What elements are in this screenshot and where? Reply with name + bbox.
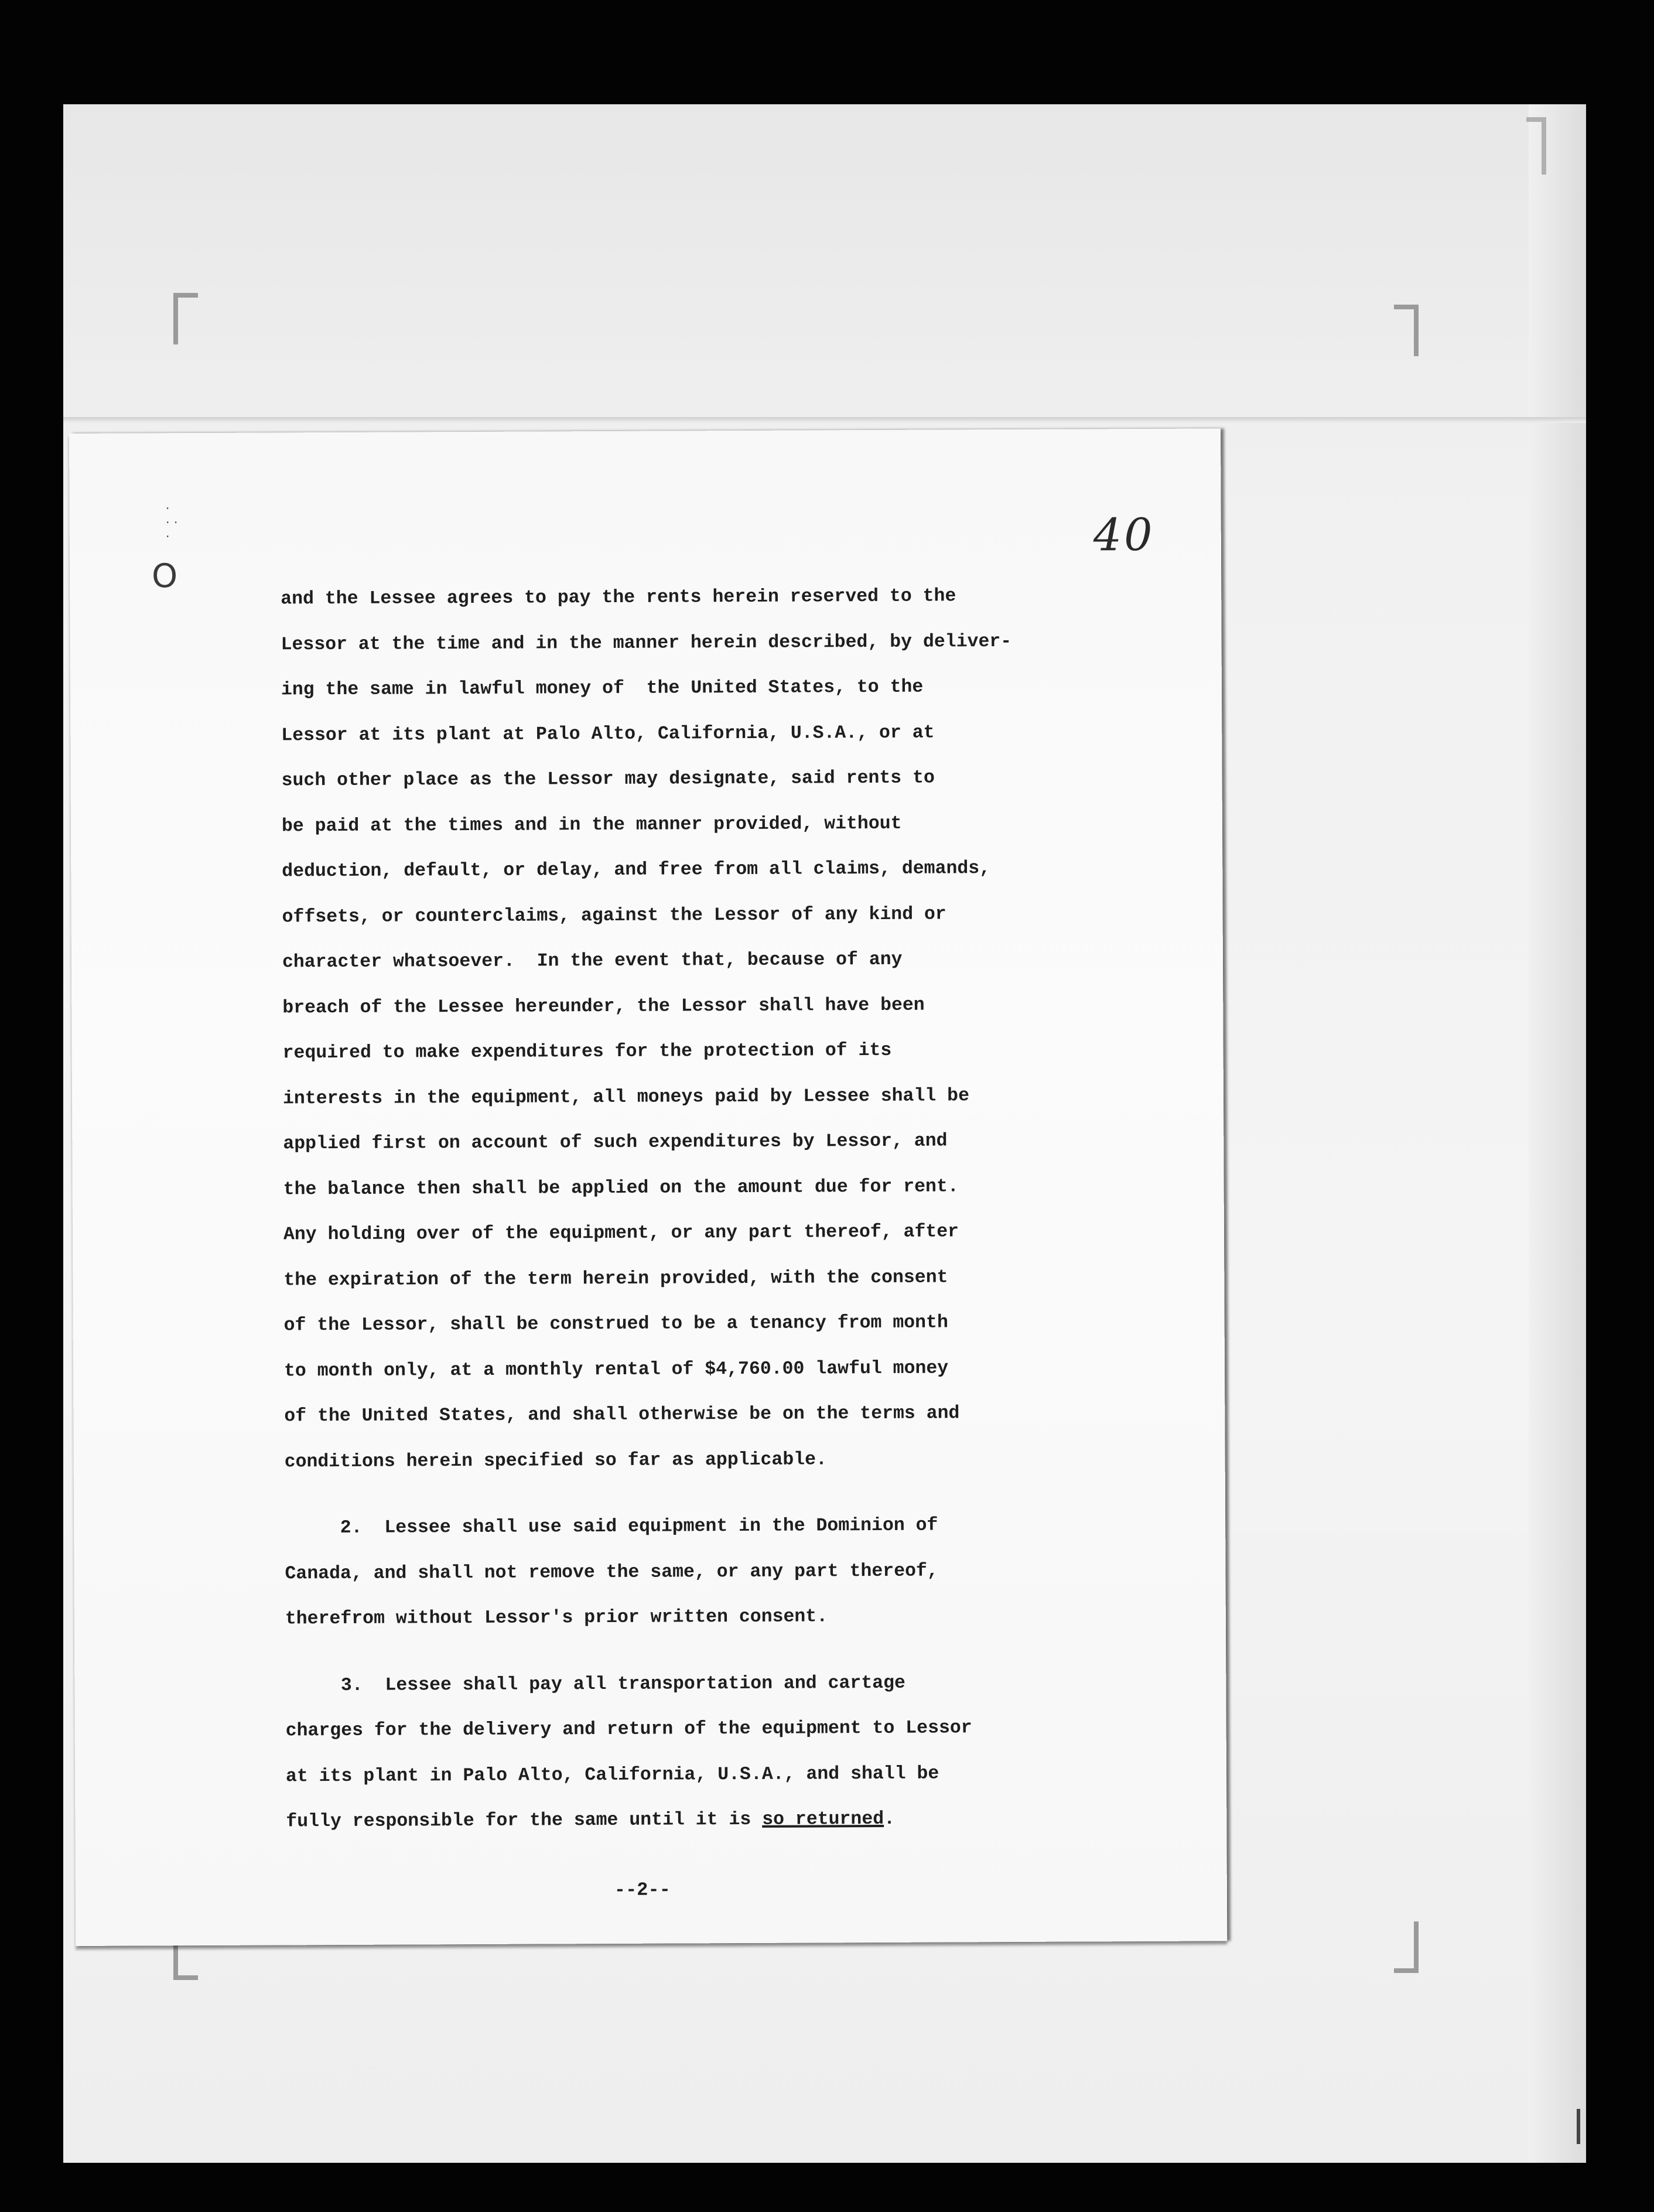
text-line: offsets, or counterclaims, against the Lessor of any kind or (282, 903, 946, 927)
page-footer: --2-- (614, 1879, 671, 1901)
text-line: ing the same in lawful money of the United States, to the (281, 677, 924, 701)
backing-fold-line (63, 417, 1586, 423)
margin-mark: O (151, 557, 178, 596)
text-line: character whatsoever. In the event that, because of any (282, 949, 903, 973)
underlined-phrase: so returned (762, 1808, 884, 1830)
crop-mark-top-left (173, 293, 198, 344)
text-line: the balance then shall be applied on the amount due for rent. (283, 1176, 959, 1200)
text-line: Lessor at the time and in the manner herein described, by deliver- (281, 631, 1012, 655)
text-line: at its plant in Palo Alto, California, U.S.A., and shall be (285, 1763, 939, 1787)
text-line: 2. Lessee shall use said equipment in the Dominion of (285, 1515, 938, 1539)
backing-edge-shadow (1529, 104, 1586, 2163)
text-line: required to make expenditures for the protection of its (282, 1040, 892, 1064)
margin-specks: · · · · (165, 501, 178, 545)
text-line: to month only, at a monthly rental of $4,760.00 lawful money (283, 1357, 949, 1381)
text-line: of the United States, and shall otherwise be on the terms and (284, 1403, 960, 1427)
paragraph-3 (285, 1659, 1205, 1799)
edge-mark-bottom-right (1577, 2109, 1586, 2144)
crop-mark-outer-top-right (1526, 117, 1546, 175)
text-line: charges for the delivery and return of the equipment to Lessor (285, 1718, 972, 1742)
text-line-last: fully responsible for the same until it is so returned. (286, 1808, 896, 1832)
text-line: Any holding over of the equipment, or any part thereof, after (283, 1221, 959, 1245)
text-line: of the Lessor, shall be construed to be a tenancy from month (283, 1312, 948, 1336)
document-page (69, 428, 1227, 1946)
text-line: such other place as the Lessor may designate, said rents to (281, 767, 935, 791)
text-line: Canada, and shall not remove the same, or any part thereof, (285, 1561, 938, 1584)
text-line: Lessor at its plant at Palo Alto, California, U.S.A., or at (281, 722, 935, 746)
text-line: be paid at the times and in the manner provided, without (281, 813, 902, 837)
text-line: deduction, default, or delay, and free from all claims, demands, (282, 858, 991, 882)
handwritten-page-number: 40 (1093, 508, 1155, 561)
crop-mark-bottom-right (1394, 1921, 1419, 1973)
document-body (281, 573, 1205, 1845)
text-line: and the Lessee agrees to pay the rents herein reserved to the (281, 586, 956, 610)
crop-mark-top-right (1394, 305, 1419, 356)
text-line: breach of the Lessee hereunder, the Lessor shall have been (282, 995, 925, 1018)
text-line: interests in the equipment, all moneys paid by Lessee shall be (282, 1085, 970, 1109)
text-line: 3. Lessee shall pay all transportation and cartage (285, 1672, 905, 1696)
paragraph-2 (285, 1502, 1205, 1642)
text-line: the expiration of the term herein provided, with the consent (283, 1267, 948, 1291)
text-line: conditions herein specified so far as applicable. (284, 1449, 827, 1472)
text-line: therefrom without Lessor's prior written consent. (285, 1606, 828, 1630)
text-line: applied first on account of such expenditures by Lessor, and (283, 1131, 948, 1155)
paragraph-1 (281, 573, 1204, 1485)
